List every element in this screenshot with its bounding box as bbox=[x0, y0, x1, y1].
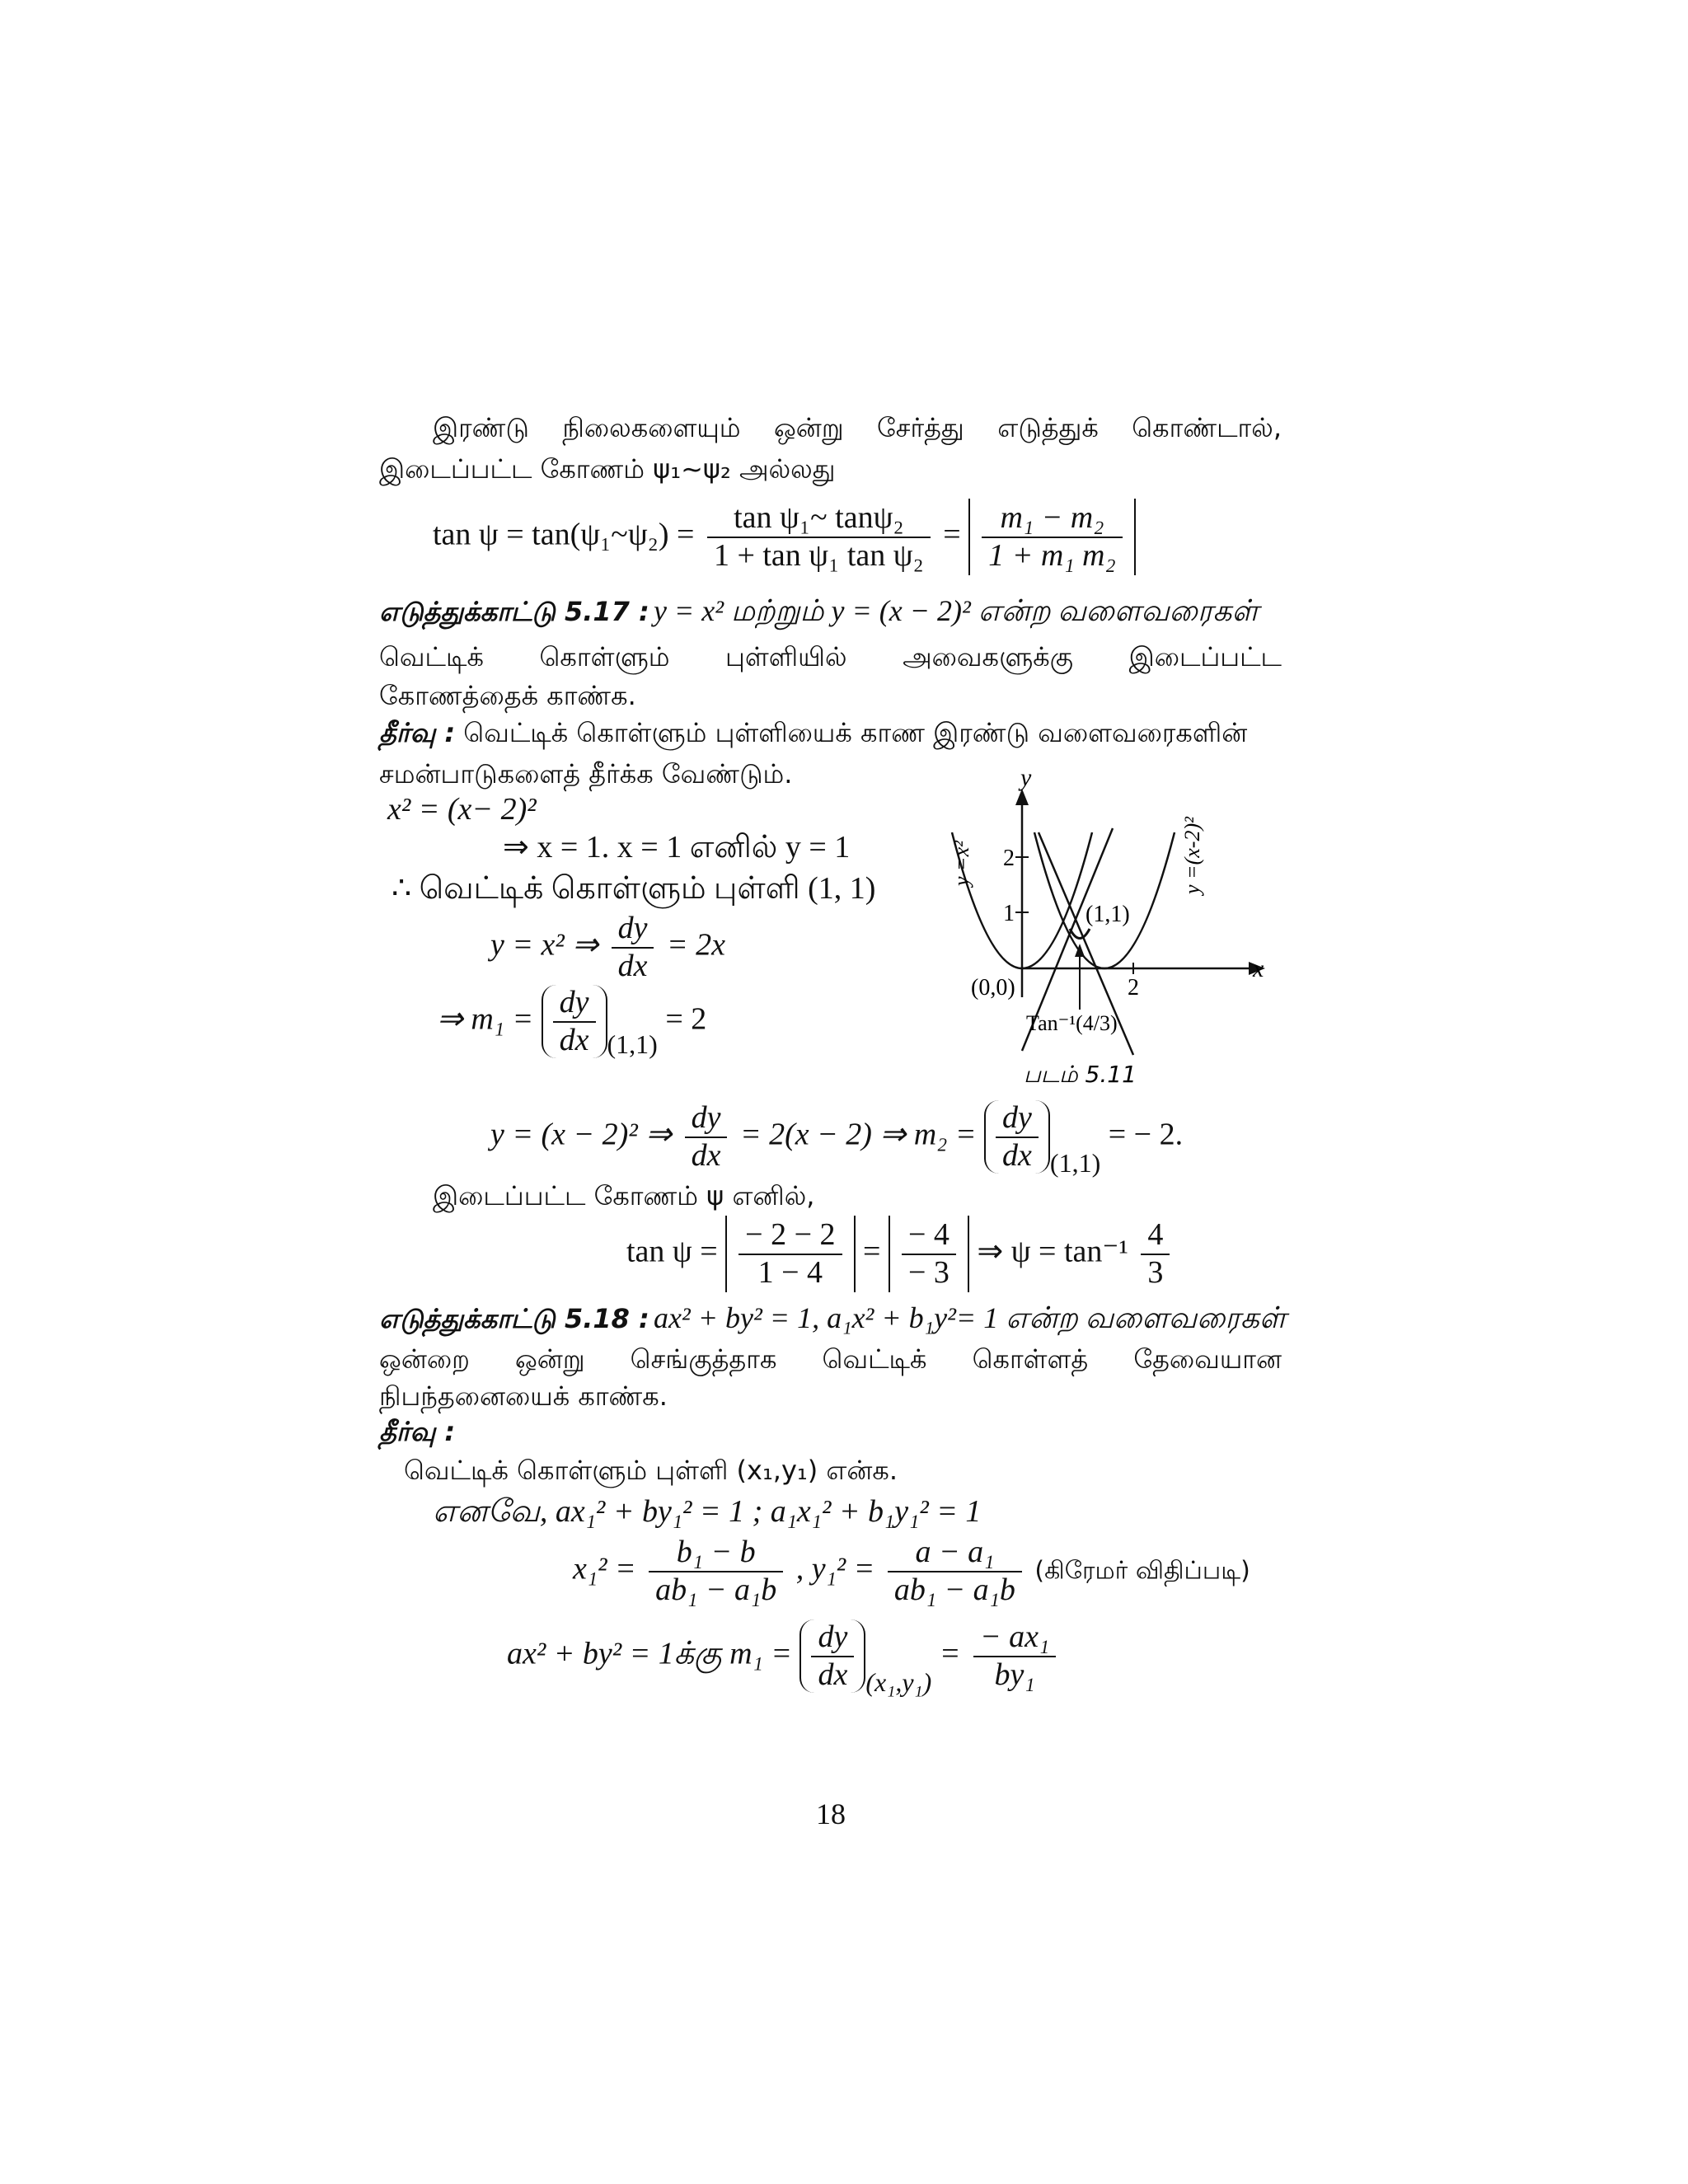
angle-equation: tan ψ = $\frac{- 2 - 2}{1 - 4}$ = $\frac{- 4}{- 3}$ ⇒ ψ = tan⁻¹ $\frac{4}{3}$ bbox=[626, 1216, 1175, 1292]
m1-equation: ax² + by² = 1க்கு m₁ = $\frac{dy}{dx}$ (x₁,y₁) = $\frac{\text{− ax₁}}{\text{by₁}}$ bbox=[507, 1619, 1061, 1698]
intro-line-2: இடைப்பட்ட கோணம் ψ₁~ψ₂ அல்லது bbox=[379, 453, 836, 485]
curve-2-label: y =(x-2)² bbox=[1180, 817, 1204, 894]
tick-label-y-1: 1 bbox=[1003, 901, 1015, 926]
angle-label: Tan⁻¹(4/3) bbox=[1026, 1011, 1118, 1035]
example-518-line-2: ஒன்றை ஒன்று செங்குத்தாக வெட்டிக் கொள்ளத் தேவையான bbox=[379, 1343, 1282, 1375]
curve-1-label: y =x² bbox=[950, 841, 973, 886]
figure-caption: படம் 5.11 bbox=[1024, 1061, 1137, 1088]
page-number: 18 bbox=[816, 1797, 846, 1830]
intersection-label: (1,1) bbox=[1085, 902, 1130, 927]
example-517 bbox=[379, 593, 1286, 632]
eq-3: ∴ வெட்டிக் கொள்ளும் புள்ளி (1, 1) bbox=[392, 871, 876, 906]
formula-abs bbox=[968, 499, 1135, 575]
x-axis-label: x bbox=[1253, 955, 1264, 982]
solution-517-line-2: சமன்பாடுகளைத் தீர்க்க வேண்டும். bbox=[379, 758, 793, 790]
figure-5-11 bbox=[923, 771, 1269, 1092]
eq-5: ⇒ m₁ = $\frac{dy}{dx}$ (1,1) = 2 bbox=[437, 985, 707, 1060]
solution-518-line-2: எனவே, ax₁² + by₁² = 1 ; a₁x₁² + b₁y₁² = 1 bbox=[433, 1494, 982, 1529]
intro-line-1: இரண்டு நிலைகளையும் ஒன்று சேர்த்து எடுத்துக் கொண்டால், bbox=[433, 412, 1282, 443]
example-517-line-3: கோணத்தைக் காண்க. bbox=[379, 680, 636, 711]
eq-1: x² = (x− 2)² bbox=[387, 792, 537, 827]
example-518 bbox=[379, 1301, 1286, 1339]
intro-formula: tan ψ = tan(ψ₁~ψ₂) = $\frac{\text{tan ψ₁\textasciitilde{} tanψ₂}}{\text{1 + tan ψ₁ tan ψ₂}}$ = $\frac{\text{m₁ − m₂}}{\text{1 + m₁ m₂}}$ bbox=[433, 499, 1136, 575]
solution-518-line-1: வெட்டிக் கொள்ளும் புள்ளி (x₁,y₁) என்க. bbox=[404, 1455, 898, 1486]
eq-2: ⇒ x = 1. x = 1 எனில் y = 1 bbox=[503, 830, 851, 865]
formula-fraction-2: $\frac{\text{m₁ − m₂}}{\text{1 + m₁ m₂}}$ bbox=[982, 500, 1122, 574]
eq-6: y = (x − 2)² ⇒ $\frac{dy}{dx}$ = 2(x − 2) ⇒ m₂ = $\frac{dy}{dx}$ (1,1) = − 2. bbox=[490, 1100, 1184, 1179]
origin-label: (0,0) bbox=[971, 975, 1015, 1001]
y-axis-label: y bbox=[1020, 771, 1032, 791]
tick-label-y-2: 2 bbox=[1003, 846, 1015, 871]
example-518-line-3: நிபந்தனையைக் காண்க. bbox=[379, 1380, 668, 1412]
example-517-label: எடுத்துக்காட்டு 5.17 : bbox=[379, 596, 649, 627]
y-axis-arrow bbox=[1015, 789, 1029, 805]
formula-lhs: tan ψ = tan(ψ₁~ψ₂) = bbox=[433, 517, 695, 552]
curve-y-x-minus-2-sq bbox=[1034, 832, 1175, 968]
cramer-equations: x₁² = $\frac{\text{b₁ − b}}{\text{ab₁ − a₁b}}$ , y₁² = $\frac{\text{a − a₁}}{\text{ab₁ − a₁b}}$ (கிரேமர் விதிப்படி) bbox=[573, 1535, 1250, 1607]
angle-intro: இடைப்பட்ட கோணம் ψ எனில், bbox=[433, 1180, 815, 1212]
eq-4: y = x² ⇒ $\frac{dy}{dx}$ = 2x bbox=[490, 911, 725, 983]
example-518-label: எடுத்துக்காட்டு 5.18 : bbox=[379, 1303, 649, 1334]
solution-517-label: தீர்வு : bbox=[379, 717, 456, 748]
formula-fraction-1: $\frac{\text{tan ψ₁\textasciitilde{} tanψ₂}}{\text{1 + tan ψ₁ tan ψ₂}}$ bbox=[707, 500, 931, 574]
example-518-line-1: ax² + by² = 1, a₁x² + b₁y²= 1 என்ற வளைவரைகள் bbox=[653, 1301, 1287, 1334]
solution-518-label: தீர்வு : bbox=[379, 1416, 456, 1447]
tick-label-x-2: 2 bbox=[1128, 975, 1139, 1001]
example-517-line-1: y = x² மற்றும் y = (x − 2)² என்ற வளைவரைகள் bbox=[653, 594, 1259, 627]
cramer-rule-note: (கிரேமர் விதிப்படி) bbox=[1034, 1556, 1250, 1586]
example-517-line-2: வெட்டிக் கொள்ளும் புள்ளியில் அவைகளுக்கு இடைப்பட்ட bbox=[379, 641, 1282, 673]
solution-517-line-1: தீர்வு : வெட்டிக் கொள்ளும் புள்ளியைக் காண இரண்டு வளைவரைகளின் bbox=[379, 717, 1248, 748]
